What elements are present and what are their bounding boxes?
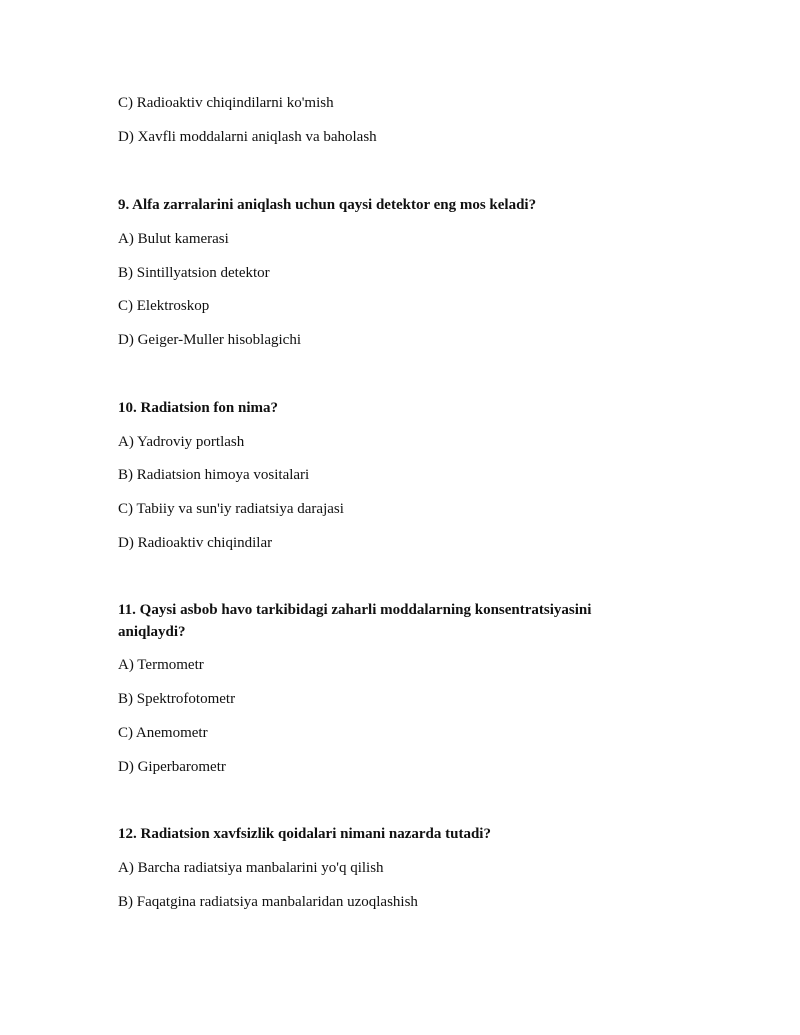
option-b-q12: B) Faqatgina radiatsiya manbalaridan uzoqlashish <box>118 894 418 910</box>
option-a-q9: A) Bulut kamerasi <box>118 231 229 247</box>
question-12-title: 12. Radiatsion xavfsizlik qoidalari nimani nazarda tutadi? <box>118 826 491 842</box>
option-c-q8: C) Radioaktiv chiqindilarni ko'mish <box>118 95 334 111</box>
option-a-q11: A) Termometr <box>118 657 204 673</box>
option-d-q9: D) Geiger-Muller hisoblagichi <box>118 332 301 348</box>
question-9-title: 9. Alfa zarralarini aniqlash uchun qaysi detektor eng mos keladi? <box>118 197 537 213</box>
option-a-q10: A) Yadroviy portlash <box>118 434 245 450</box>
option-b-q11: B) Spektrofotometr <box>118 691 236 707</box>
option-d-q8: D) Xavfli moddalarni aniqlash va baholash <box>118 129 377 145</box>
question-10-title: 10. Radiatsion fon nima? <box>118 400 279 416</box>
option-d-q11: D) Giperbarometr <box>118 759 226 775</box>
option-d-q10: D) Radioaktiv chiqindilar <box>118 535 273 551</box>
option-c-q10: C) Tabiiy va sun'iy radiatsiya darajasi <box>118 501 344 517</box>
option-b-q10: B) Radiatsion himoya vositalari <box>118 467 310 483</box>
option-c-q11: C) Anemometr <box>118 725 208 741</box>
question-11-title: 11. Qaysi asbob havo tarkibidagi zaharli moddalarning konsentratsiyasini aniqlaydi? <box>118 602 592 640</box>
option-a-q12: A) Barcha radiatsiya manbalarini yo'q qilish <box>118 860 384 876</box>
option-b-q9: B) Sintillyatsion detektor <box>118 265 270 281</box>
option-c-q9: C) Elektroskop <box>118 298 210 314</box>
